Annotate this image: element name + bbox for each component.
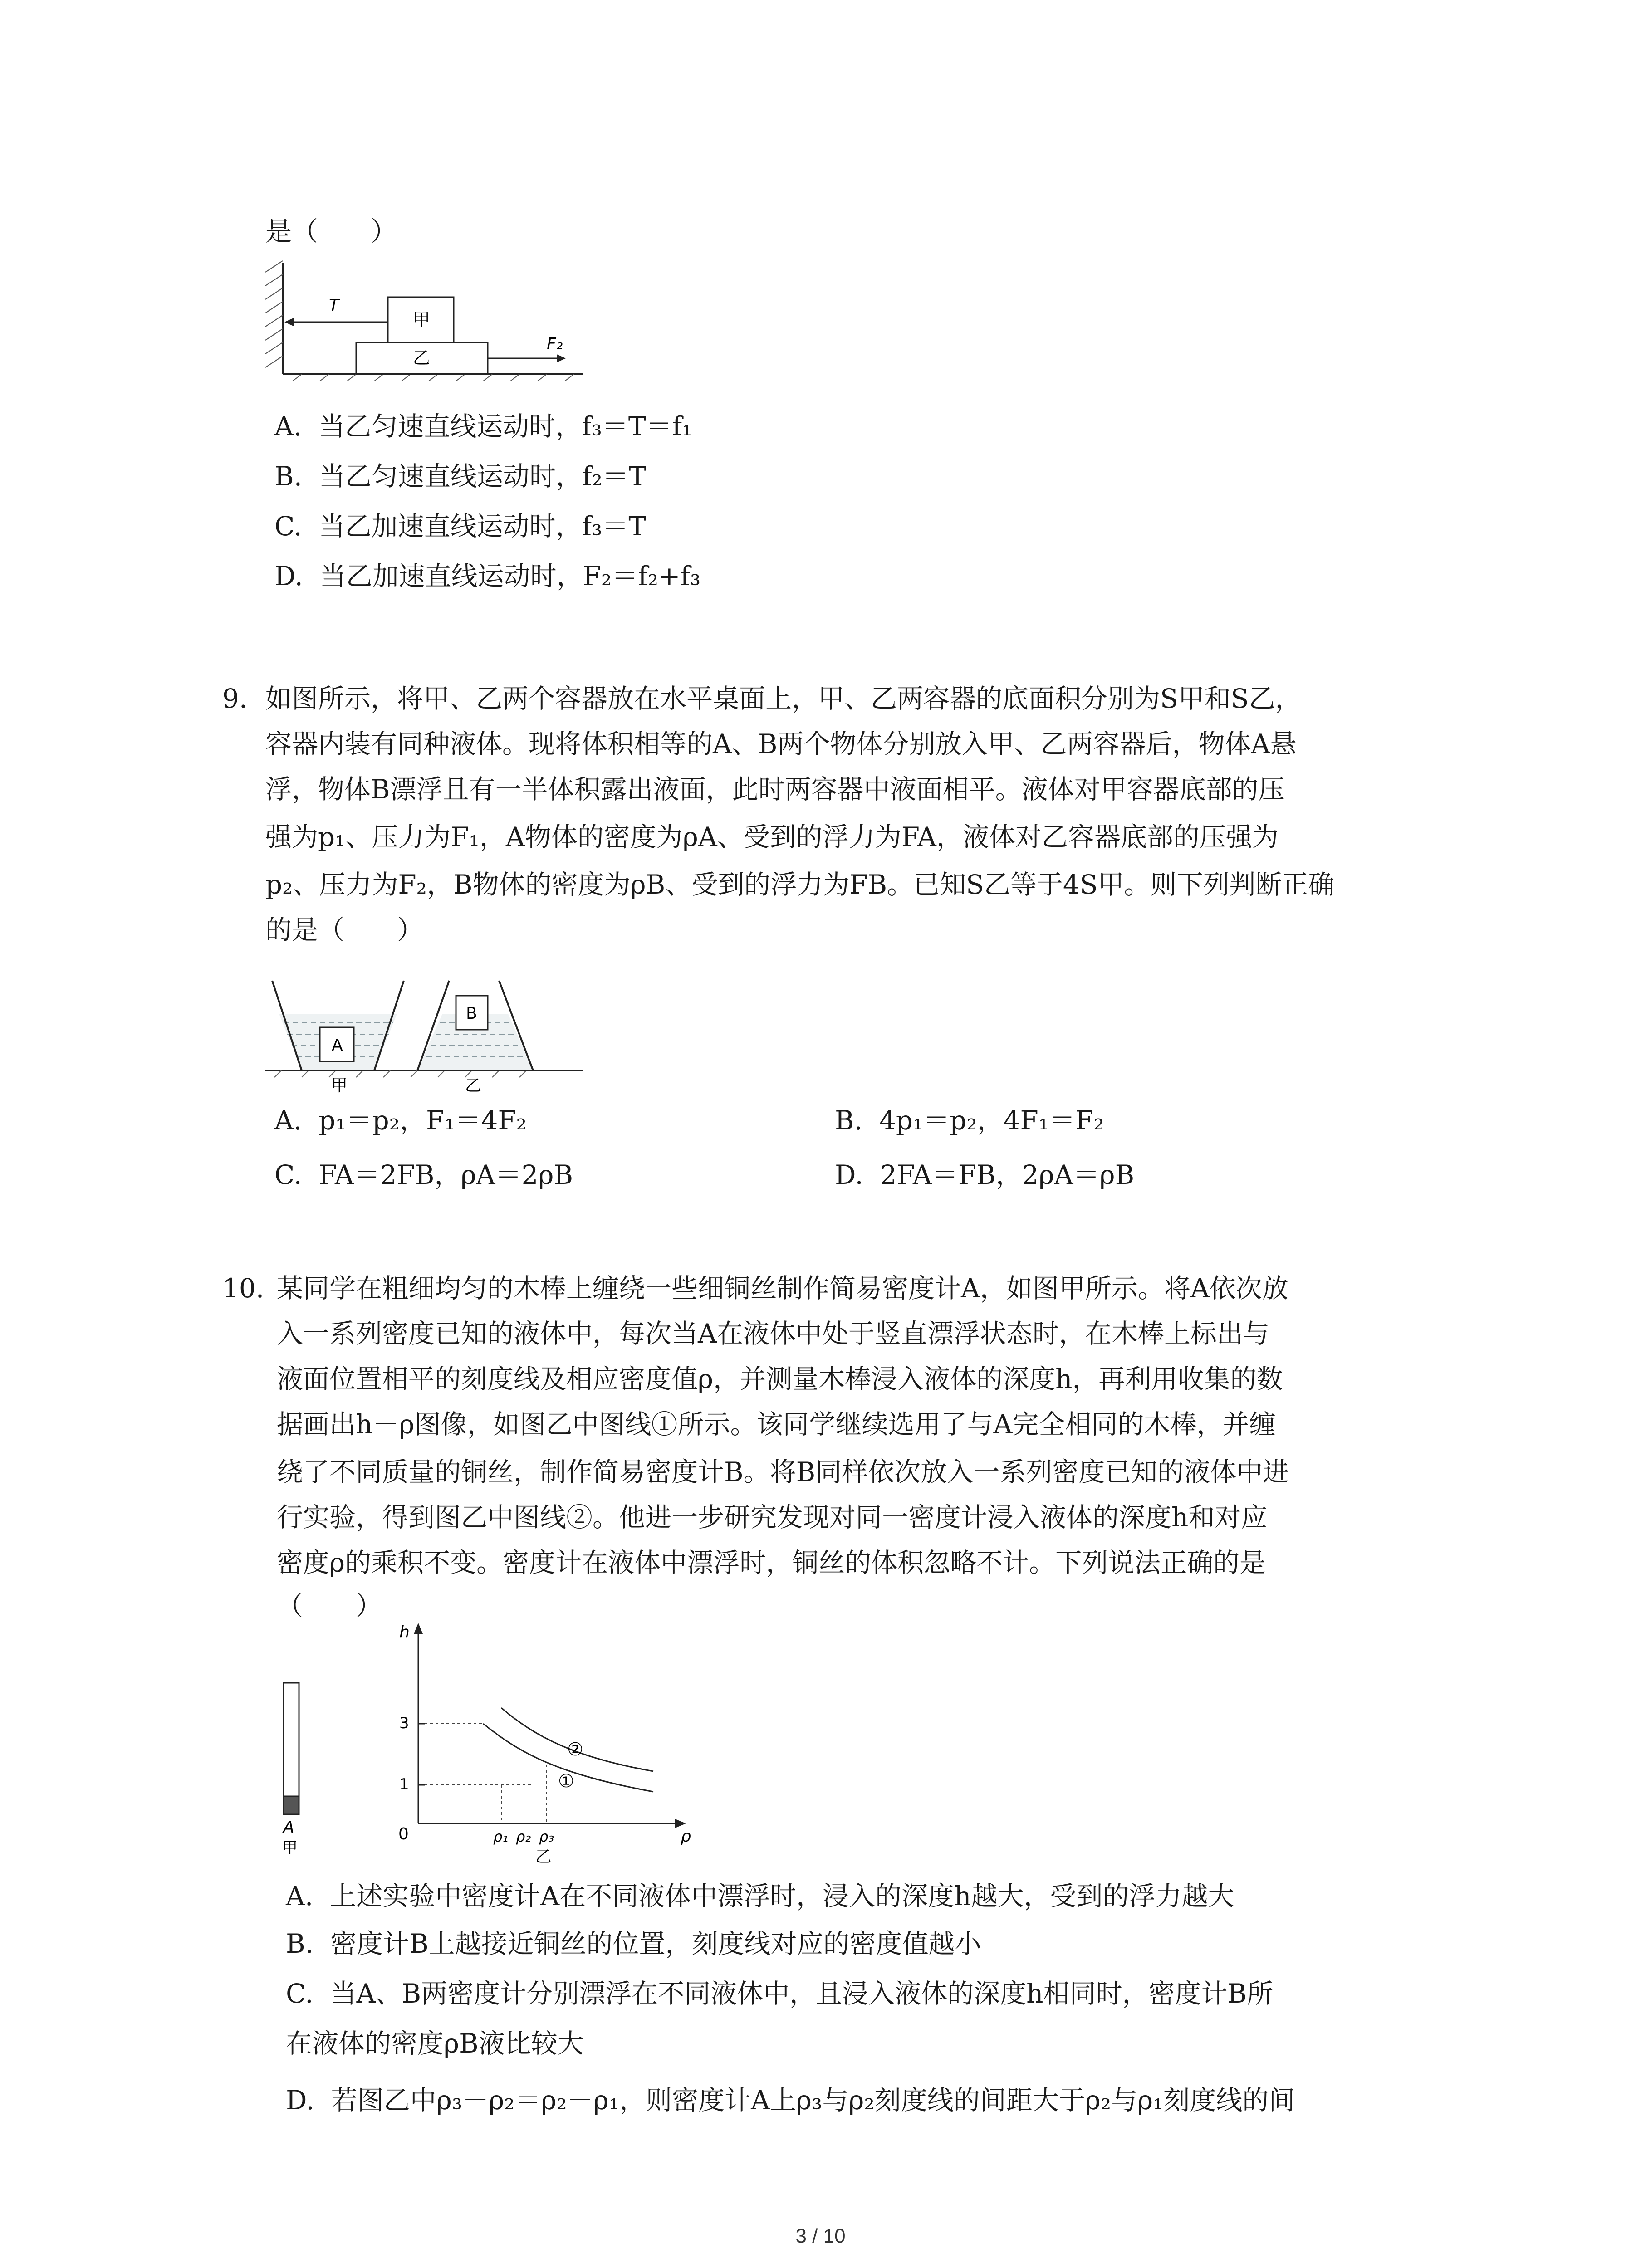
q9-number: 9. xyxy=(222,683,248,714)
q9-line-4: 强为p₁、压力为F₁，A物体的密度为ρA、受到的浮力为FA，液体对乙容器底部的压强为 xyxy=(265,821,1279,852)
q9-line-1: 如图所示，将甲、乙两个容器放在水平桌面上，甲、乙两容器的底面积分别为S甲和S乙， xyxy=(265,683,1302,714)
q8-option-d: D. 当乙加速直线运动时，F₂＝f₂+f₃ xyxy=(274,561,701,591)
q9-figure xyxy=(265,975,583,1093)
q9-option-b: B. 4p₁＝p₂，4F₁＝F₂ xyxy=(835,1105,1104,1136)
rho2-label: ρ₂ xyxy=(516,1828,531,1845)
tick-1: 1 xyxy=(399,1775,409,1794)
q10-option-c-cont: 在液体的密度ρB液比较大 xyxy=(286,2028,584,2059)
q8-option-a: A. 当乙匀速直线运动时，f₃＝T＝f₁ xyxy=(274,411,693,442)
label-jia: 甲 xyxy=(413,310,431,330)
rho3-label: ρ₃ xyxy=(539,1828,554,1845)
q9-line-3: 浮，物体B漂浮且有一半体积露出液面，此时两容器中液面相平。液体对甲容器底部的压 xyxy=(265,774,1285,805)
label-A: A xyxy=(332,1036,343,1055)
q10-line-3: 液面位置相平的刻度线及相应密度值ρ，并测量木棒浸入液体的深度h，再利用收集的数 xyxy=(277,1364,1283,1394)
label-yi: 乙 xyxy=(465,1076,482,1093)
copper-wire xyxy=(284,1796,299,1814)
q8-option-c: C. 当乙加速直线运动时，f₃＝T xyxy=(274,511,647,542)
curve-2-label: ② xyxy=(567,1739,583,1760)
label-jia: 甲 xyxy=(331,1076,348,1093)
label-T: T xyxy=(329,296,339,315)
q10-number: 10. xyxy=(222,1273,265,1304)
q10-line-6: 行实验，得到图乙中图线②。他进一步研究发现对同一密度计浸入液体的深度h和对应 xyxy=(277,1502,1268,1533)
q10-line-7: 密度ρ的乘积不变。密度计在液体中漂浮时，铜丝的体积忽略不计。下列说法正确的是 xyxy=(277,1547,1266,1578)
label-yi: 乙 xyxy=(535,1848,552,1866)
q10-option-c: C. 当A、B两密度计分别漂浮在不同液体中，且浸入液体的深度h相同时，密度计B所 xyxy=(286,1978,1274,2009)
curve-1-label: ① xyxy=(558,1771,574,1792)
q9-line-6: 的是（ ） xyxy=(265,914,424,945)
q10-line-8: （ ） xyxy=(277,1590,382,1621)
label-F2: F₂ xyxy=(547,335,563,353)
q10-option-a: A. 上述实验中密度计A在不同液体中漂浮时，浸入的深度h越大，受到的浮力越大 xyxy=(286,1881,1234,1911)
axis-h-label: h xyxy=(399,1623,410,1642)
q9-option-a: A. p₁＝p₂，F₁＝4F₂ xyxy=(274,1105,527,1136)
q8-option-b: B. 当乙匀速直线运动时，f₂＝T xyxy=(274,461,647,492)
q10-option-b: B. 密度计B上越接近铜丝的位置，刻度线对应的密度值越小 xyxy=(286,1928,981,1959)
q10-line-5: 绕了不同质量的铜丝，制作简易密度计B。将B同样依次放入一系列密度已知的液体中进 xyxy=(277,1457,1289,1487)
q10-line-2: 入一系列密度已知的液体中，每次当A在液体中处于竖直漂浮状态时，在木棒上标出与 xyxy=(277,1318,1269,1349)
q10-line-1: 某同学在粗细均匀的木棒上缠绕一些细铜丝制作简易密度计A，如图甲所示。将A依次放 xyxy=(277,1273,1288,1304)
q9-option-d: D. 2FA＝FB，2ρA＝ρB xyxy=(835,1159,1135,1190)
q9-option-c: C. FA＝2FB，ρA＝2ρB xyxy=(274,1159,573,1190)
q10-option-d: D. 若图乙中ρ₃－ρ₂＝ρ₂－ρ₁，则密度计A上ρ₃与ρ₂刻度线的间距大于ρ₂与ρ₁刻度线的间 xyxy=(286,2085,1295,2116)
label-jia: 甲 xyxy=(282,1839,298,1857)
q10-line-4: 据画出h－ρ图像，如图乙中图线①所示。该同学继续选用了与A完全相同的木棒，并缠 xyxy=(277,1409,1276,1440)
origin-label: 0 xyxy=(398,1825,409,1843)
axis-rho-label: ρ xyxy=(681,1827,691,1846)
label-B: B xyxy=(466,1004,477,1023)
hydrometer-stick xyxy=(284,1683,299,1814)
q8-figure xyxy=(265,259,592,395)
q8-stem-end: 是（ ） xyxy=(265,216,397,247)
q10-figure-jia xyxy=(272,1678,318,1860)
label-yi: 乙 xyxy=(413,348,431,368)
label-A: A xyxy=(283,1818,294,1837)
q9-line-2: 容器内装有同种液体。现将体积相等的A、B两个物体分别放入甲、乙两容器后，物体A悬 xyxy=(265,728,1297,759)
q10-figure-yi xyxy=(381,1615,708,1869)
q9-line-5: p₂、压力为F₂，B物体的密度为ρB、受到的浮力为FB。已知S乙等于4S甲。则下列判断正确 xyxy=(265,869,1335,900)
tick-3: 3 xyxy=(399,1714,409,1732)
page-number: 3 / 10 xyxy=(795,2225,846,2247)
rho1-label: ρ₁ xyxy=(493,1828,509,1845)
